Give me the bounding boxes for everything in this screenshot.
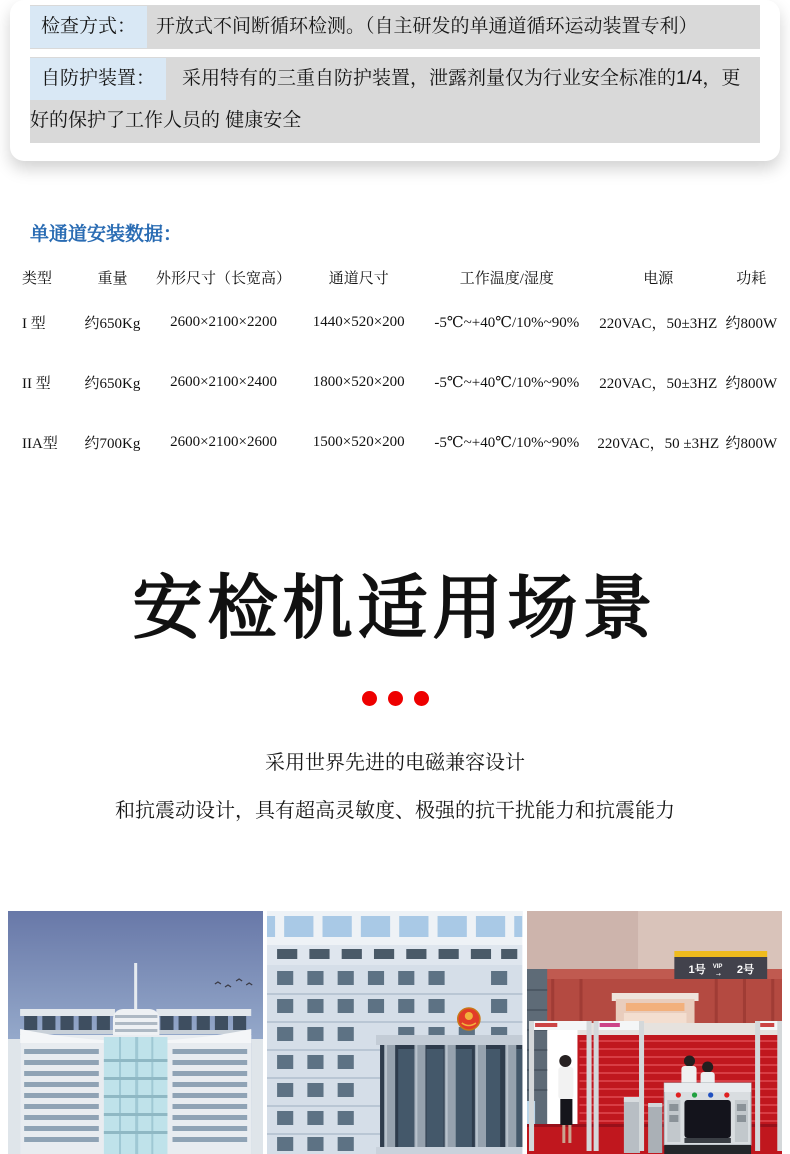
cell-dims: 2600×2100×2200 <box>170 313 277 330</box>
install-data-title: 单通道安装数据： <box>30 224 183 245</box>
cell-power: 220VAC，50±3HZ <box>599 375 718 392</box>
table-row <box>12 412 780 472</box>
left-roof-trellis <box>20 1009 115 1034</box>
col-header-temp: 工作温度/湿度 <box>459 270 554 287</box>
photo-security-checkpoint <box>527 911 782 1154</box>
col-header-consumption: 功耗 <box>736 270 767 287</box>
cell-type: I 型 <box>22 315 46 332</box>
self-protection-text: 采用特有的三重自防护装置，泄露剂量仅为行业安全标准的1/4，更好的保护了工作人员的 健康安全 <box>30 68 741 131</box>
cell-power: 220VAC，50±3HZ <box>599 315 718 332</box>
col-header-weight: 重量 <box>97 270 128 287</box>
table-row <box>12 352 780 412</box>
security-checkpoint-illustration <box>527 911 782 1154</box>
cell-tunnel: 1800×520×200 <box>312 373 405 390</box>
lane-sign <box>674 951 767 979</box>
self-protection-bar <box>30 57 760 143</box>
dot-icon <box>362 691 377 706</box>
cell-consumption: 约800W <box>725 315 778 332</box>
cell-consumption: 约800W <box>725 375 778 392</box>
red-dots-divider <box>0 691 790 706</box>
dot-icon <box>414 691 429 706</box>
table-row <box>12 292 780 352</box>
svg-text:→: → <box>715 971 721 978</box>
sign-lane2-label: 2号 <box>736 964 754 976</box>
national-emblem-icon <box>458 1008 480 1030</box>
cell-weight: 约700Kg <box>84 435 141 452</box>
government-building-illustration <box>267 911 522 1154</box>
cell-temp: -5℃~+40℃/10%~90% <box>434 314 580 331</box>
ceiling-shadow <box>527 911 638 969</box>
col-header-power: 电源 <box>643 270 674 287</box>
sign-lane1-label: 1号 <box>688 964 706 976</box>
cell-tunnel: 1500×520×200 <box>312 433 405 450</box>
photo-government-building <box>267 911 522 1154</box>
cell-weight: 约650Kg <box>84 375 141 392</box>
cell-type: II 型 <box>22 375 51 392</box>
inspection-mode-bar <box>30 5 760 49</box>
scenes-description-line1: 采用世界先进的电磁兼容设计 <box>265 752 525 774</box>
photo-office-building <box>8 911 263 1154</box>
office-building-illustration <box>8 911 263 1154</box>
cell-type: IIA型 <box>22 435 58 452</box>
col-header-dims: 外形尺寸（长宽高） <box>156 270 292 287</box>
entrance-columns <box>376 1035 522 1154</box>
xray-machine <box>664 1083 751 1154</box>
cell-power: 220VAC，50 ±3HZ <box>597 435 720 452</box>
dot-icon <box>388 691 403 706</box>
feature-info-card <box>10 0 780 161</box>
inspection-mode-label: 检查方式： <box>30 6 147 48</box>
col-header-type: 类型 <box>22 270 53 287</box>
cell-temp: -5℃~+40℃/10%~90% <box>434 374 580 391</box>
install-data-table <box>12 262 780 472</box>
col-header-tunnel: 通道尺寸 <box>328 270 389 287</box>
tower-facade <box>8 1029 263 1154</box>
scene-photos <box>0 911 790 1154</box>
cell-temp: -5℃~+40℃/10%~90% <box>434 434 580 451</box>
scenes-heading: 安检机适用场景 <box>132 567 658 649</box>
scenes-description-line2: 和抗震动设计，具有超高灵敏度、极强的抗干扰能力和抗震能力 <box>115 800 675 822</box>
table-header-row <box>12 262 780 292</box>
cell-dims: 2600×2100×2400 <box>170 373 277 390</box>
self-protection-label: 自防护装置： <box>30 58 166 100</box>
cell-dims: 2600×2100×2600 <box>170 433 277 450</box>
right-roof-trellis <box>156 1009 251 1034</box>
sign-vip-label: VIP <box>712 964 723 970</box>
cell-consumption: 约800W <box>725 435 778 452</box>
inspection-mode-text: 开放式不间断循环检测。（自主研发的单通道循环运动装置专利） <box>156 16 698 37</box>
cell-weight: 约650Kg <box>84 315 141 332</box>
cell-tunnel: 1440×520×200 <box>312 313 405 330</box>
